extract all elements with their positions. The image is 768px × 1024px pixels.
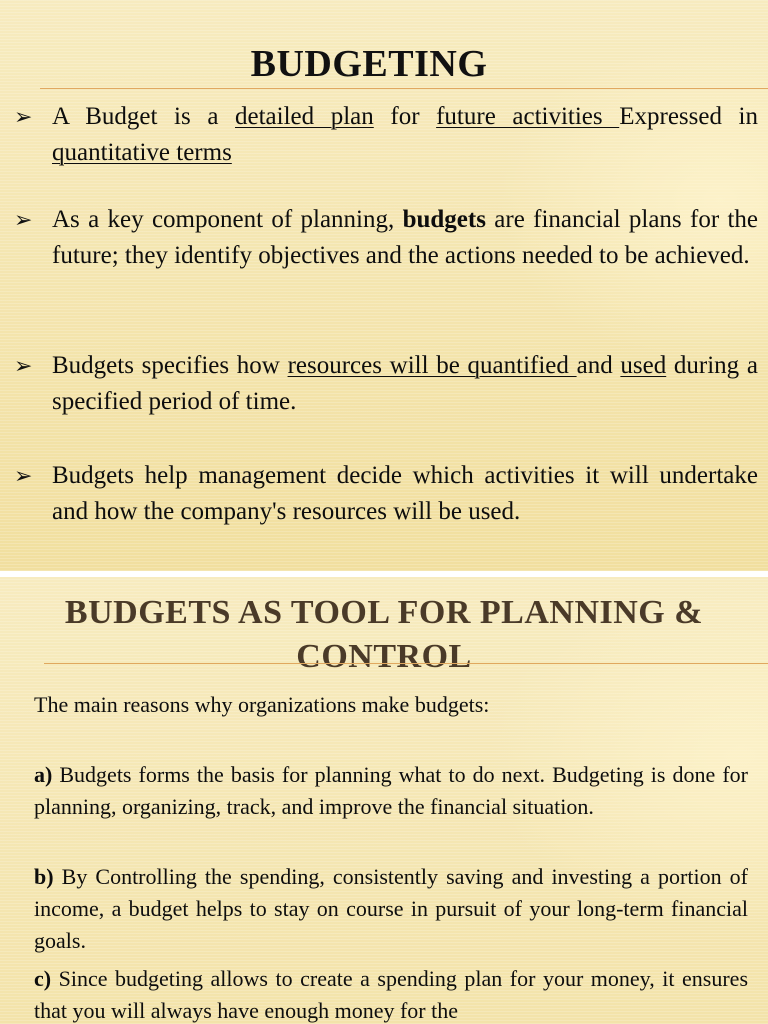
reason-item <box>34 963 748 1024</box>
bullet-item <box>14 202 758 274</box>
underlined-text: quantitative terms <box>52 139 232 166</box>
bullet-text: Budgets help management decide which activities it will undertake and how the company's resources will be used. <box>52 462 758 525</box>
text-span: As a key component of planning, <box>52 206 403 233</box>
bullet-item <box>14 99 758 171</box>
text-span: are financial plans for the future; they identify objectives and the actions needed to be achieved. <box>52 206 759 269</box>
bullet-item <box>14 458 758 530</box>
item-text: By Controlling the spending, consistently saving and investing a portion of income, a budget helps to stay on course in pursuit of your long-term financial goals. <box>34 864 748 953</box>
slide-title: BUDGETS AS TOOL FOR PLANNING & CONTROL <box>64 594 704 675</box>
item-label: c) <box>34 966 52 991</box>
underlined-text: future activities <box>436 103 620 130</box>
slide-title: BUDGETING <box>250 43 488 85</box>
text-span: Budgets specifies how <box>52 352 288 379</box>
title-divider <box>44 663 768 664</box>
text-span: for <box>373 103 437 130</box>
reason-item <box>34 759 748 823</box>
title-divider <box>40 88 768 89</box>
arrow-bullet-icon: ➢ <box>14 463 33 488</box>
bold-text: budgets <box>402 206 486 233</box>
bullet-item <box>14 348 758 420</box>
underlined-text: detailed plan <box>235 103 374 130</box>
arrow-bullet-icon: ➢ <box>14 353 33 378</box>
arrow-bullet-icon: ➢ <box>14 207 33 232</box>
slide-budgets-tool <box>0 577 768 1024</box>
text-span: A Budget is a <box>52 103 236 130</box>
bullet-text <box>52 348 758 420</box>
item-text: Budgets forms the basis for planning what to do next. Budgeting is done for planning, organizing, track, and improve the financial situation. <box>34 762 748 819</box>
reason-item <box>34 861 748 957</box>
intro-text: The main reasons why organizations make budgets: <box>34 692 490 717</box>
arrow-bullet-icon: ➢ <box>14 104 33 129</box>
bullet-text <box>52 202 758 274</box>
text-span: during a specified period of time. <box>52 352 758 415</box>
bullet-text <box>52 99 758 171</box>
underlined-text: resources will be quantified <box>287 352 577 379</box>
text-span: and <box>576 352 621 379</box>
item-label: b) <box>34 864 54 889</box>
underlined-text: used <box>620 352 667 379</box>
text-span: Expressed in <box>619 103 758 130</box>
item-label: a) <box>34 762 53 787</box>
item-text: Since budgeting allows to create a spending plan for your money, it ensures that you will always have enough money for the <box>34 966 748 1023</box>
